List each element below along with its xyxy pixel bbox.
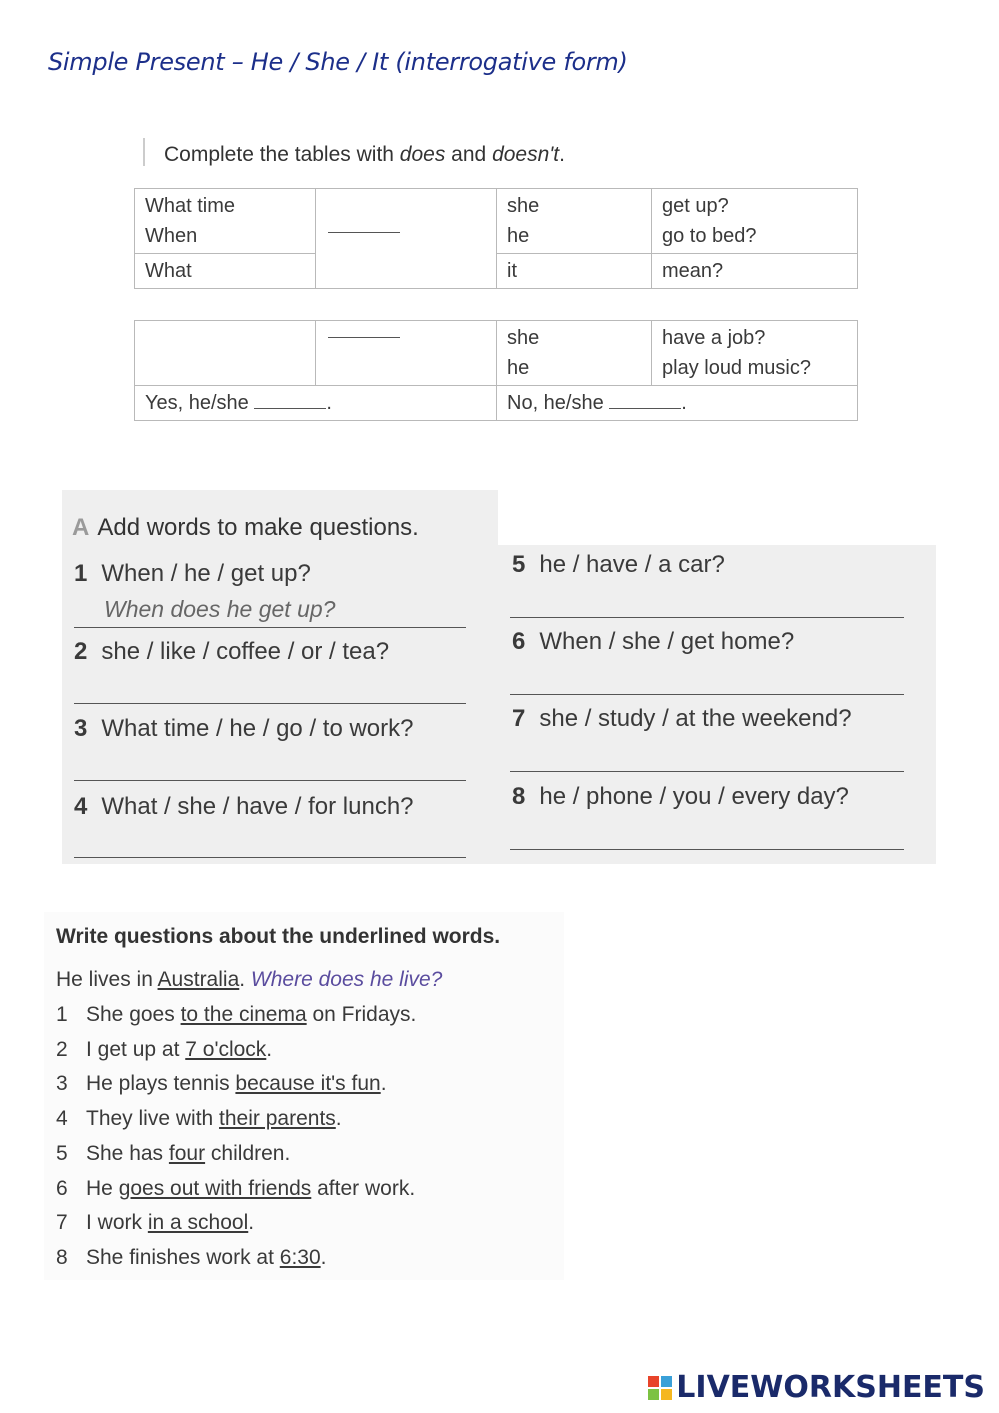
fill-blank-line[interactable] [328, 337, 400, 338]
item-number: 5 [56, 1142, 68, 1165]
sentence-text: on Fridays. [306, 1003, 417, 1026]
cell-text: he [507, 357, 530, 379]
underlined-word: because it's fun [235, 1072, 381, 1095]
fill-blank-line[interactable] [609, 408, 681, 409]
sentence-text: He lives in [56, 968, 158, 991]
table-yes-no-questions [134, 320, 858, 421]
item-number: 7 [56, 1211, 68, 1234]
cell-text: have a job? [662, 327, 766, 349]
section1-instruction [164, 143, 565, 167]
cell-text: he [507, 225, 530, 247]
answer-line[interactable] [74, 627, 466, 628]
sentence-text: children. [205, 1142, 291, 1165]
example-question: Where does he live? [250, 968, 443, 991]
table-wh-questions [134, 188, 858, 289]
table-cell-no [497, 386, 858, 421]
sentence-item [56, 1003, 416, 1027]
question-text: What / she / have / for lunch? [101, 793, 414, 820]
table-cell [497, 189, 652, 254]
sentence-text: She finishes work at [86, 1246, 280, 1269]
sentence-text: She has [86, 1142, 169, 1165]
item-number: 3 [56, 1072, 68, 1095]
item-number: 8 [56, 1246, 68, 1269]
question-text: he / have / a car? [539, 551, 725, 578]
page-title: Simple Present – He / She / It (interrogative form) [48, 48, 628, 76]
table-cell [497, 254, 652, 289]
sentence-text: He plays tennis [86, 1072, 236, 1095]
yes-answer-text: Yes, he/she [145, 392, 249, 414]
liveworksheets-logo[interactable] [648, 1370, 985, 1405]
decorative-tick [143, 138, 155, 166]
question-item [512, 551, 725, 579]
answer-line[interactable] [74, 780, 466, 781]
question-item [74, 560, 311, 588]
item-number: 1 [56, 1003, 68, 1026]
underlined-word: their parents [219, 1107, 336, 1130]
table-cell [135, 189, 316, 254]
answer-line[interactable] [510, 771, 904, 772]
sentence-text: . [380, 1072, 387, 1095]
sentence-item [56, 1246, 326, 1270]
question-text: she / like / coffee / or / tea? [101, 638, 390, 665]
logo-square [661, 1389, 672, 1400]
table-cell [135, 254, 316, 289]
fill-blank-line[interactable] [328, 232, 400, 233]
question-text: he / phone / you / every day? [539, 783, 849, 810]
underlined-word: to the cinema [180, 1003, 307, 1026]
instruction-text: . [559, 143, 565, 166]
underlined-word: in a school [147, 1211, 249, 1234]
item-number: 6 [56, 1177, 68, 1200]
cell-text: What [145, 260, 192, 282]
sentence-item [56, 1072, 387, 1096]
exercise-heading-text: Add words to make questions. [97, 514, 419, 541]
logo-text: LIVEWORKSHEETS [676, 1370, 985, 1405]
cell-text: What time [145, 195, 236, 217]
table-cell [652, 254, 858, 289]
question-item [74, 715, 414, 743]
exercise-underlined-heading: Write questions about the underlined words. [56, 925, 501, 948]
example-answer: When does he get up? [104, 596, 336, 622]
table-cell [497, 321, 652, 386]
item-number: 2 [56, 1038, 68, 1061]
answer-line[interactable] [510, 849, 904, 850]
cell-text: mean? [662, 260, 724, 282]
underlined-word: goes out with friends [118, 1177, 312, 1200]
cell-text: she [507, 327, 540, 349]
period: . [326, 392, 332, 414]
question-number: 2 [74, 638, 88, 665]
question-number: 8 [512, 783, 526, 810]
question-number: 1 [74, 560, 88, 587]
table-cell [652, 321, 858, 386]
instruction-doesnt: doesn't [492, 143, 560, 166]
question-item [512, 628, 794, 656]
question-number: 7 [512, 705, 526, 732]
underlined-word: 7 o'clock [185, 1038, 267, 1061]
question-item [512, 705, 852, 733]
underlined-word: four [168, 1142, 206, 1165]
question-number: 6 [512, 628, 526, 655]
answer-line[interactable] [74, 703, 466, 704]
sentence-text: I get up at [86, 1038, 186, 1061]
sentence-text: He [86, 1177, 119, 1200]
exercise-a-heading [72, 514, 419, 542]
cell-text: When [145, 225, 198, 247]
sentence-text: I work [86, 1211, 148, 1234]
table-cell-empty [135, 321, 316, 386]
example-sentence [56, 968, 442, 992]
logo-square [648, 1389, 659, 1400]
sentence-item [56, 1177, 415, 1201]
question-text: When / he / get up? [101, 560, 311, 587]
logo-square [661, 1376, 672, 1387]
sentence-text: . [239, 968, 251, 991]
sentence-text: after work. [311, 1177, 416, 1200]
answer-line[interactable] [74, 857, 466, 858]
period: . [681, 392, 687, 414]
logo-mark-icon [648, 1376, 672, 1400]
sentence-text: She goes [86, 1003, 181, 1026]
sentence-text: . [266, 1038, 273, 1061]
instruction-text: and [445, 143, 493, 166]
answer-line[interactable] [510, 617, 904, 618]
question-number: 5 [512, 551, 526, 578]
question-item [512, 783, 849, 811]
question-text: What time / he / go / to work? [101, 715, 414, 742]
question-item [74, 793, 414, 821]
sentence-text: They live with [86, 1107, 220, 1130]
question-text: she / study / at the weekend? [539, 705, 852, 732]
sentence-text: . [248, 1211, 255, 1234]
question-item [74, 638, 389, 666]
cell-text: go to bed? [662, 225, 757, 247]
table-cell-yes [135, 386, 497, 421]
no-answer-text: No, he/she [507, 392, 604, 414]
logo-square [648, 1376, 659, 1387]
table-cell [652, 189, 858, 254]
exercise-letter: A [72, 514, 90, 541]
cell-text: play loud music? [662, 357, 811, 379]
question-number: 3 [74, 715, 88, 742]
cell-text: it [507, 260, 517, 282]
sentence-item [56, 1107, 342, 1131]
fill-blank-line[interactable] [254, 408, 326, 409]
question-number: 4 [74, 793, 88, 820]
table-cell-blank [316, 321, 497, 386]
instruction-does: does [399, 143, 446, 166]
instruction-text: Complete the tables with [164, 143, 400, 166]
underlined-word: 6:30 [279, 1246, 321, 1269]
sentence-item [56, 1142, 290, 1166]
item-number: 4 [56, 1107, 68, 1130]
answer-line[interactable] [510, 694, 904, 695]
table-cell-blank [316, 189, 497, 289]
sentence-item [56, 1038, 272, 1062]
underlined-word: Australia [157, 968, 240, 991]
sentence-text: . [320, 1246, 327, 1269]
sentence-item [56, 1211, 254, 1235]
sentence-text: . [335, 1107, 342, 1130]
question-text: When / she / get home? [539, 628, 795, 655]
cell-text: she [507, 195, 540, 217]
cell-text: get up? [662, 195, 729, 217]
